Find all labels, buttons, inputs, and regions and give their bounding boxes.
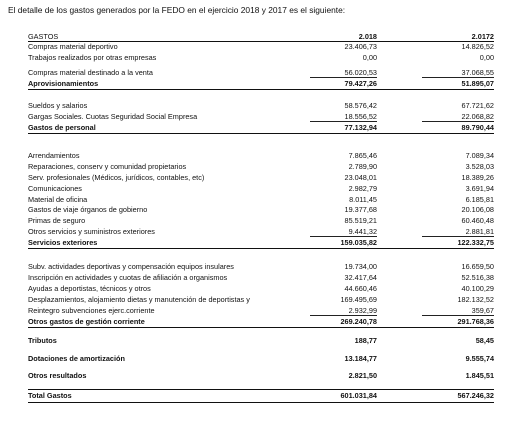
row-value-2018: 44.660,46: [344, 284, 377, 293]
subtotal-rule: [310, 236, 377, 237]
table-rule: [28, 402, 494, 403]
row-value-2018: 2.789,90: [348, 162, 377, 171]
row-value-2017: 22.068,82: [461, 112, 494, 121]
table-row: [28, 53, 494, 63]
row-value-2018: 2.982,79: [348, 184, 377, 193]
row-value-2018: 23.048,01: [344, 173, 377, 182]
row-label: Aprovisionamientos: [28, 79, 99, 88]
row-value-2017: 359,67: [471, 306, 494, 315]
subtotal-rule: [310, 77, 377, 78]
row-value-2018: 32.417,64: [344, 273, 377, 282]
table-row: [28, 371, 494, 381]
row-value-2017: 3.528,03: [465, 162, 494, 171]
row-value-2017: 0,00: [479, 53, 494, 62]
table-row: [28, 238, 494, 248]
row-label: Sueldos y salarios: [28, 101, 88, 110]
row-value-2018: 269.240,78: [340, 317, 377, 326]
row-value-2018: 58.576,42: [344, 101, 377, 110]
table-rule: [28, 327, 494, 328]
table-row: [28, 295, 494, 305]
table-row: [28, 336, 494, 346]
row-value-2018: 18.556,52: [344, 112, 377, 121]
row-value-2017: 291.768,36: [457, 317, 494, 326]
table-row: [28, 42, 494, 52]
row-label: Serv. profesionales (Médicos, jurídicos, contables, etc): [28, 173, 205, 182]
row-label: Subv. actividades deportivas y compensación equipos insulares: [28, 262, 234, 271]
row-value-2018: 77.132,94: [344, 123, 377, 132]
table-row: [28, 205, 494, 215]
subtotal-rule: [310, 315, 377, 316]
row-label: Gargas Sociales. Cuotas Seguridad Social Empresa: [28, 112, 198, 121]
table-rule: [28, 133, 494, 134]
table-row: [28, 284, 494, 294]
table-row: [28, 317, 494, 327]
row-label: Reparaciones, conserv y comunidad propietarios: [28, 162, 187, 171]
row-label: Compras material destinado a la venta: [28, 68, 153, 77]
table-rule: [28, 89, 494, 90]
row-label: Arrendamientos: [28, 151, 80, 160]
row-value-2017: 60.460,48: [461, 216, 494, 225]
row-value-2018: 601.031,84: [340, 391, 377, 400]
table-row: [28, 354, 494, 364]
header-col-2018: 2.018: [358, 32, 377, 41]
row-label: Servicios exteriores: [28, 238, 98, 247]
row-label: Dotaciones de amortización: [28, 354, 125, 363]
row-label: Otros resultados: [28, 371, 87, 380]
row-value-2017: 40.100,29: [461, 284, 494, 293]
table-row: [28, 273, 494, 283]
row-value-2017: 182.132,52: [457, 295, 494, 304]
header-label: GASTOS: [28, 32, 59, 41]
subtotal-rule: [422, 315, 494, 316]
row-label: Tributos: [28, 336, 57, 345]
row-value-2017: 14.826,52: [461, 42, 494, 51]
row-value-2017: 1.845,51: [465, 371, 494, 380]
table-rule: [28, 248, 494, 249]
row-value-2017: 7.089,34: [465, 151, 494, 160]
row-value-2017: 567.246,32: [457, 391, 494, 400]
row-value-2018: 13.184,77: [344, 354, 377, 363]
table-row: [28, 79, 494, 89]
row-label: Trabajos realizados por otras empresas: [28, 53, 157, 62]
row-value-2018: 159.035,82: [340, 238, 377, 247]
row-label: Reintegro subvenciones ejerc.corriente: [28, 306, 155, 315]
row-value-2018: 7.865,46: [348, 151, 377, 160]
row-value-2018: 79.427,26: [344, 79, 377, 88]
row-value-2018: 0,00: [362, 53, 377, 62]
row-value-2018: 85.519,21: [344, 216, 377, 225]
row-value-2017: 37.068,55: [461, 68, 494, 77]
row-label: Primas de seguro: [28, 216, 86, 225]
subtotal-rule: [422, 77, 494, 78]
row-value-2017: 122.332,75: [457, 238, 494, 247]
table-row: [28, 162, 494, 172]
row-value-2018: 23.406,73: [344, 42, 377, 51]
row-value-2017: 51.895,07: [461, 79, 494, 88]
row-label: Comunicaciones: [28, 184, 82, 193]
row-value-2017: 18.389,26: [461, 173, 494, 182]
table-row: [28, 101, 494, 111]
row-label: Gastos de viaje órganos de gobierno: [28, 205, 148, 214]
subtotal-rule: [422, 236, 494, 237]
header-col-2017: 2.0172: [471, 32, 494, 41]
row-value-2017: 9.555,74: [465, 354, 494, 363]
table-row: [28, 151, 494, 161]
row-label: Gastos de personal: [28, 123, 96, 132]
row-label: Ayudas a deportistas, técnicos y otros: [28, 284, 151, 293]
row-value-2017: 16.659,50: [461, 262, 494, 271]
row-value-2017: 67.721,62: [461, 101, 494, 110]
row-value-2018: 56.020,53: [344, 68, 377, 77]
table-row: [28, 123, 494, 133]
row-label: Otros gastos de gestión corriente: [28, 317, 145, 326]
row-value-2018: 19.734,00: [344, 262, 377, 271]
table-row: [28, 173, 494, 183]
row-value-2018: 188,77: [354, 336, 377, 345]
row-label: Otros servicios y suministros exteriores: [28, 227, 155, 236]
row-label: Inscripción en actividades y cuotas de afiliación a organismos: [28, 273, 228, 282]
row-label: Compras material deportivo: [28, 42, 118, 51]
row-value-2018: 2.932,99: [348, 306, 377, 315]
row-value-2018: 19.377,68: [344, 205, 377, 214]
row-value-2018: 2.821,50: [348, 371, 377, 380]
row-value-2017: 2.881,81: [465, 227, 494, 236]
table-row: [28, 184, 494, 194]
row-value-2017: 3.691,94: [465, 184, 494, 193]
row-value-2017: 58,45: [475, 336, 494, 345]
table-row: [28, 262, 494, 272]
row-value-2017: 20.106,08: [461, 205, 494, 214]
table-rule: [28, 389, 494, 390]
row-label: Material de oficina: [28, 195, 88, 204]
row-label: Total Gastos: [28, 391, 72, 400]
row-value-2018: 9.441,32: [348, 227, 377, 236]
subtotal-rule: [422, 121, 494, 122]
table-row: [28, 195, 494, 205]
table-row: [28, 216, 494, 226]
row-value-2018: 8.011,45: [349, 195, 377, 204]
table-row: [28, 391, 494, 401]
row-value-2017: 52.516,38: [461, 273, 494, 282]
intro-text: El detalle de los gastos generados por la FEDO en el ejercicio 2018 y 2017 es el siguiente:: [8, 5, 346, 15]
subtotal-rule: [310, 121, 377, 122]
row-label: Desplazamientos, alojamiento dietas y manutención de deportistas y: [28, 295, 250, 304]
row-value-2017: 89.790,44: [461, 123, 494, 132]
table-rule: [28, 41, 494, 42]
row-value-2018: 169.495,69: [340, 295, 377, 304]
row-value-2017: 6.185,81: [465, 195, 494, 204]
